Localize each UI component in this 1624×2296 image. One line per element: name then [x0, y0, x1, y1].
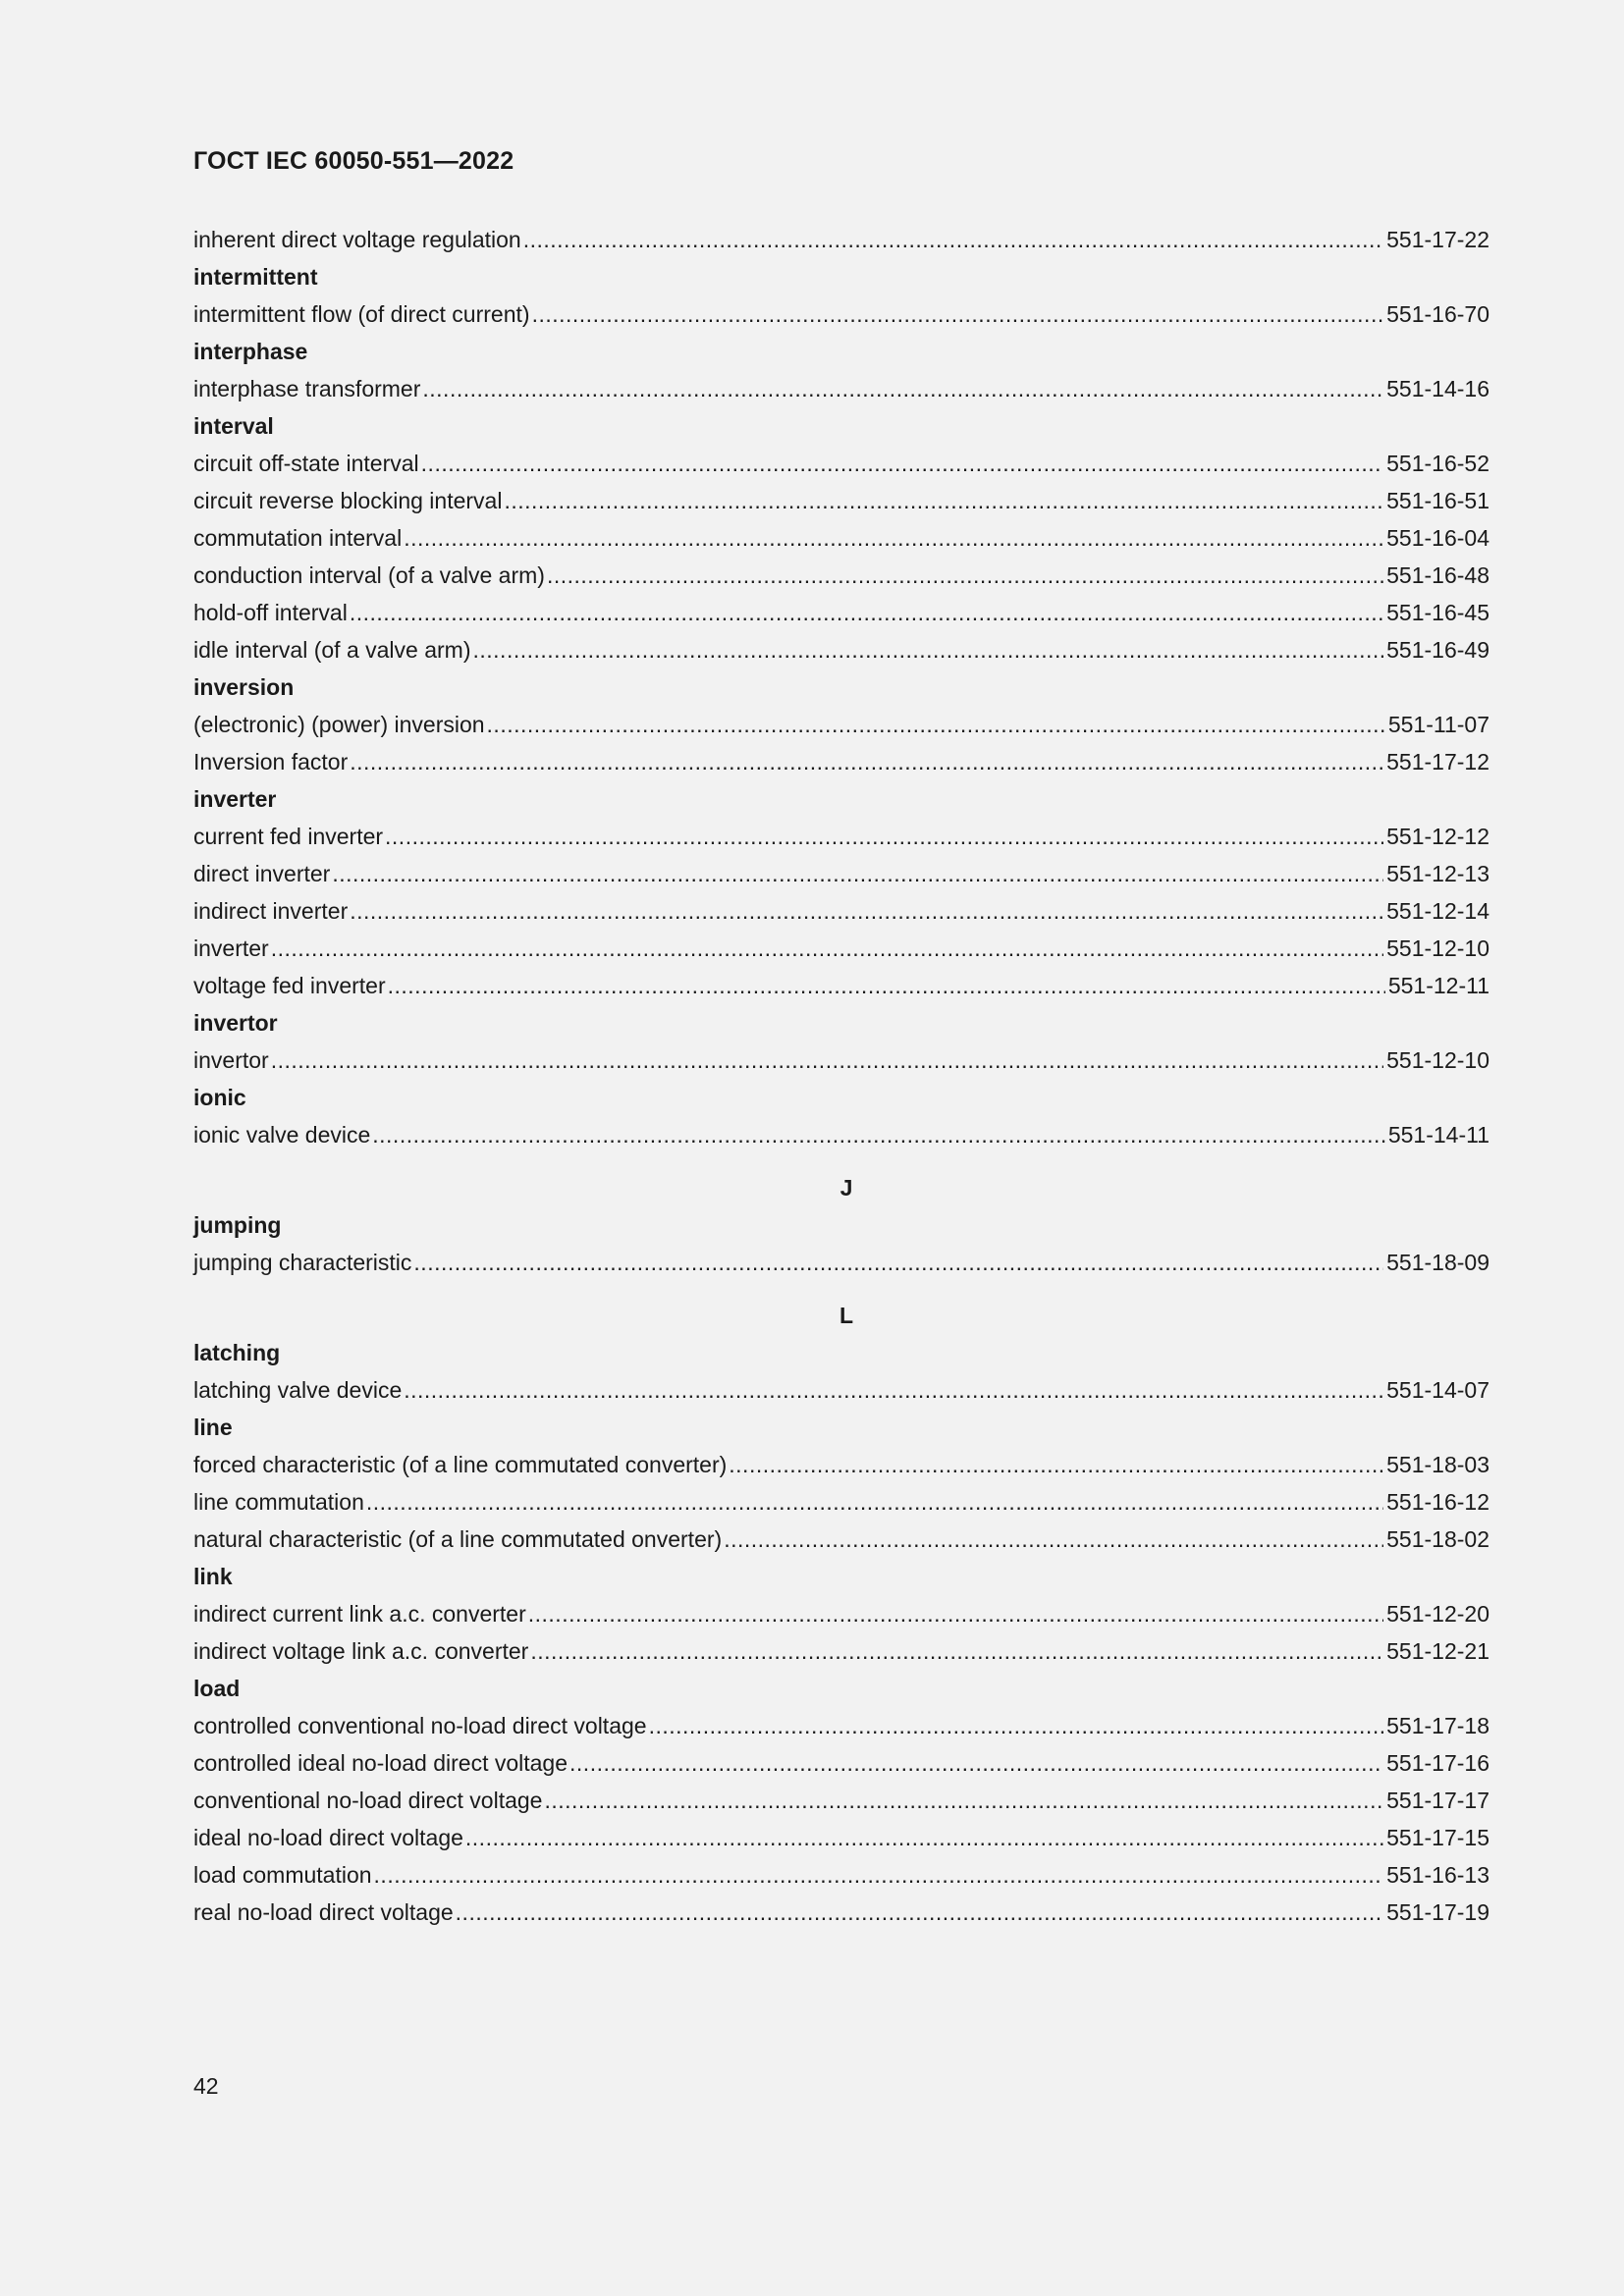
index-reference-number: 551-17-16	[1386, 1750, 1489, 1776]
index-keyword: interval	[193, 413, 274, 439]
dot-leader	[528, 1595, 1383, 1632]
index-keyword: intermittent	[193, 264, 318, 290]
index-entry	[193, 1595, 1489, 1632]
dot-leader	[404, 519, 1383, 557]
index-reference-number: 551-12-12	[1386, 824, 1489, 849]
index-section-letter: J	[839, 1175, 853, 1201]
index-entry	[193, 1707, 1489, 1744]
index-term: indirect voltage link a.c. converter	[193, 1638, 529, 1664]
index-term: real no-load direct voltage	[193, 1899, 454, 1925]
dot-leader	[388, 967, 1385, 1004]
index-reference-number: 551-17-18	[1386, 1713, 1489, 1738]
index-reference-number: 551-14-11	[1387, 1122, 1489, 1148]
index-term: ionic valve device	[193, 1122, 371, 1148]
dot-leader	[487, 706, 1385, 743]
index-keyword: inverter	[193, 786, 277, 812]
dot-leader	[649, 1707, 1384, 1744]
index-term: circuit reverse blocking interval	[193, 488, 503, 513]
dot-leader	[504, 482, 1383, 519]
index-entry	[193, 295, 1489, 333]
dot-leader	[374, 1856, 1384, 1894]
dot-leader	[530, 1632, 1383, 1670]
index-reference-number: 551-16-52	[1386, 451, 1489, 476]
dot-leader	[544, 1782, 1383, 1819]
index-keyword: load	[193, 1676, 241, 1701]
index-reference-number: 551-16-51	[1386, 488, 1489, 513]
index-term: Inversion factor	[193, 749, 349, 774]
index-term: indirect inverter	[193, 898, 349, 924]
index-reference-number: 551-18-02	[1386, 1526, 1489, 1552]
dot-leader	[413, 1244, 1383, 1281]
index-keyword: invertor	[193, 1010, 278, 1036]
index-term: line commutation	[193, 1489, 364, 1515]
index-keyword: line	[193, 1415, 233, 1440]
dot-leader	[421, 445, 1383, 482]
index-entry	[193, 1856, 1489, 1894]
index-reference-number: 551-12-10	[1386, 1047, 1489, 1073]
index-entry	[193, 482, 1489, 519]
index-keyword: ionic	[193, 1085, 246, 1110]
index-reference-number: 551-18-03	[1386, 1452, 1489, 1477]
index-entry	[193, 370, 1489, 407]
index-keyword: jumping	[193, 1212, 282, 1238]
index-entry	[193, 1244, 1489, 1281]
index-term: controlled ideal no-load direct voltage	[193, 1750, 568, 1776]
index-term: interphase transformer	[193, 376, 421, 401]
index-term: direct inverter	[193, 861, 331, 886]
dot-leader	[547, 557, 1383, 594]
index-reference-number: 551-12-14	[1386, 898, 1489, 924]
index-term: circuit off-state interval	[193, 451, 419, 476]
index-term: commutation interval	[193, 525, 403, 551]
index-reference-number: 551-16-49	[1386, 637, 1489, 663]
dot-leader	[473, 631, 1384, 668]
index-keyword: latching	[193, 1340, 281, 1365]
dot-leader	[366, 1483, 1383, 1521]
index-reference-number: 551-17-17	[1386, 1788, 1489, 1813]
dot-leader	[404, 1371, 1383, 1409]
index-reference-number: 551-16-48	[1386, 562, 1489, 588]
index-keyword: inversion	[193, 674, 295, 700]
index-entry	[193, 1446, 1489, 1483]
index-keyword: interphase	[193, 339, 308, 364]
index-entry	[193, 855, 1489, 892]
document-header: ГОСТ IEC 60050-551—2022	[193, 147, 514, 175]
index-entry	[193, 930, 1489, 967]
index-term: controlled conventional no-load direct voltage	[193, 1713, 647, 1738]
index-entry	[193, 1483, 1489, 1521]
dot-leader	[523, 221, 1383, 258]
index-term: conduction interval (of a valve arm)	[193, 562, 545, 588]
index-reference-number: 551-12-13	[1386, 861, 1489, 886]
index-entry	[193, 1894, 1489, 1931]
index-reference-number: 551-16-04	[1386, 525, 1489, 551]
dot-leader	[465, 1819, 1383, 1856]
index-reference-number: 551-11-07	[1387, 712, 1489, 737]
index-entry	[193, 445, 1489, 482]
index-entry	[193, 557, 1489, 594]
index-reference-number: 551-16-13	[1386, 1862, 1489, 1888]
index-reference-number: 551-17-12	[1386, 749, 1489, 774]
index-reference-number: 551-16-70	[1386, 301, 1489, 327]
index-keyword: link	[193, 1564, 233, 1589]
index-term: voltage fed inverter	[193, 973, 386, 998]
index-entry	[193, 519, 1489, 557]
index-section-letter: L	[839, 1303, 854, 1328]
index-entry	[193, 967, 1489, 1004]
index-reference-number: 551-14-16	[1386, 376, 1489, 401]
index-entry	[193, 1041, 1489, 1079]
index-reference-number: 551-12-20	[1386, 1601, 1489, 1627]
index-entry	[193, 1116, 1489, 1153]
index-reference-number: 551-16-12	[1386, 1489, 1489, 1515]
index-term: ideal no-load direct voltage	[193, 1825, 463, 1850]
index-reference-number: 551-17-22	[1386, 227, 1489, 252]
index-term: hold-off interval	[193, 600, 348, 625]
index-reference-number: 551-12-10	[1386, 935, 1489, 961]
index-term: forced characteristic (of a line commutated converter)	[193, 1452, 728, 1477]
index-term: natural characteristic (of a line commutated onverter)	[193, 1526, 723, 1552]
index-term: (electronic) (power) inversion	[193, 712, 485, 737]
index-entry	[193, 631, 1489, 668]
index-reference-number: 551-12-11	[1387, 973, 1489, 998]
index-entry	[193, 1371, 1489, 1409]
dot-leader	[532, 295, 1384, 333]
dot-leader	[724, 1521, 1383, 1558]
index-term: inverter	[193, 935, 269, 961]
index-list	[193, 221, 1489, 1931]
index-entry	[193, 1819, 1489, 1856]
index-entry	[193, 221, 1489, 258]
index-entry	[193, 1744, 1489, 1782]
dot-leader	[271, 930, 1383, 967]
dot-leader	[332, 855, 1383, 892]
index-entry	[193, 706, 1489, 743]
index-term: latching valve device	[193, 1377, 403, 1403]
index-reference-number: 551-16-45	[1386, 600, 1489, 625]
index-term: load commutation	[193, 1862, 372, 1888]
dot-leader	[569, 1744, 1383, 1782]
index-reference-number: 551-14-07	[1386, 1377, 1489, 1403]
index-term: conventional no-load direct voltage	[193, 1788, 543, 1813]
dot-leader	[350, 892, 1383, 930]
index-reference-number: 551-18-09	[1386, 1250, 1489, 1275]
dot-leader	[350, 743, 1383, 780]
index-entry	[193, 818, 1489, 855]
page-number: 42	[193, 2073, 219, 2099]
index-term: indirect current link a.c. converter	[193, 1601, 526, 1627]
dot-leader	[729, 1446, 1383, 1483]
dot-leader	[372, 1116, 1385, 1153]
dot-leader	[350, 594, 1383, 631]
index-entry	[193, 743, 1489, 780]
index-reference-number: 551-17-19	[1386, 1899, 1489, 1925]
index-entry	[193, 1632, 1489, 1670]
dot-leader	[271, 1041, 1383, 1079]
dot-leader	[456, 1894, 1383, 1931]
index-term: idle interval (of a valve arm)	[193, 637, 471, 663]
index-entry	[193, 594, 1489, 631]
index-reference-number: 551-12-21	[1386, 1638, 1489, 1664]
index-reference-number: 551-17-15	[1386, 1825, 1489, 1850]
index-term: invertor	[193, 1047, 269, 1073]
index-term: jumping characteristic	[193, 1250, 412, 1275]
index-entry	[193, 1782, 1489, 1819]
dot-leader	[385, 818, 1383, 855]
dot-leader	[422, 370, 1383, 407]
index-entry	[193, 1521, 1489, 1558]
index-term: current fed inverter	[193, 824, 384, 849]
index-entry	[193, 892, 1489, 930]
index-term: inherent direct voltage regulation	[193, 227, 521, 252]
index-term: intermittent flow (of direct current)	[193, 301, 530, 327]
